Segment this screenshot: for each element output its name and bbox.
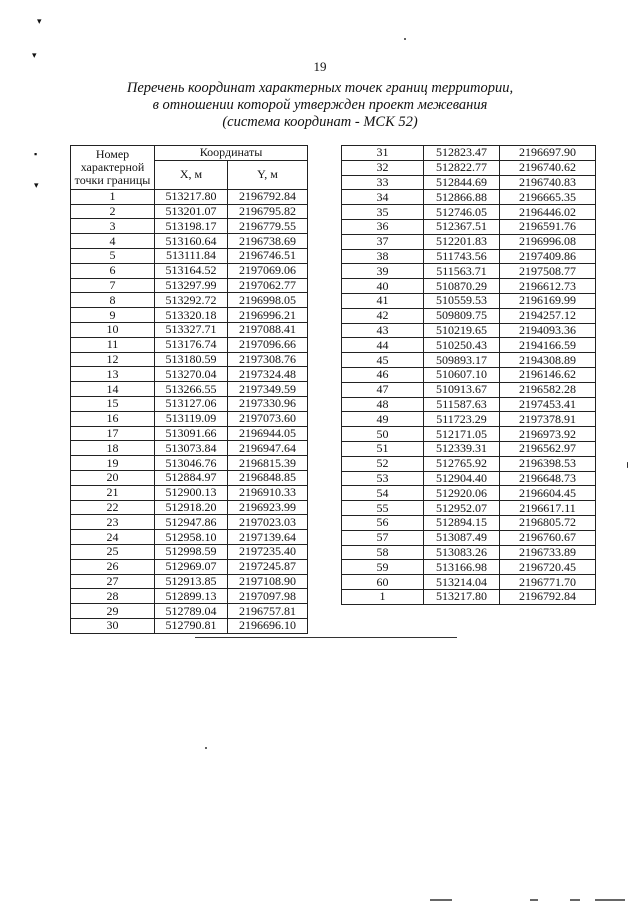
point-number-cell: 5: [71, 248, 155, 263]
left-table-body: [71, 189, 308, 633]
x-coordinate-cell: 512998.59: [155, 544, 228, 559]
x-coordinate-cell: 513160.64: [155, 234, 228, 249]
x-coordinate-cell: 509809.75: [424, 308, 500, 323]
y-coordinate-cell: 2196792.84: [500, 589, 596, 604]
table-row: [71, 530, 308, 545]
point-number-cell: 19: [71, 456, 155, 471]
y-coordinate-cell: 2196169.99: [500, 293, 596, 308]
point-number-cell: 3: [71, 219, 155, 234]
point-number-cell: 14: [71, 382, 155, 397]
y-coordinate-cell: 2197378.91: [500, 412, 596, 427]
y-coordinate-cell: 2194093.36: [500, 323, 596, 338]
x-coordinate-cell: 510219.65: [424, 323, 500, 338]
table-row: [71, 618, 308, 633]
x-coordinate-cell: 513164.52: [155, 263, 228, 278]
y-coordinate-cell: 2196398.53: [500, 456, 596, 471]
y-coordinate-cell: 2196720.45: [500, 560, 596, 575]
x-coordinate-cell: 513127.06: [155, 396, 228, 411]
x-coordinate-cell: 512339.31: [424, 441, 500, 456]
point-number-cell: 22: [71, 500, 155, 515]
x-coordinate-cell: 512884.97: [155, 470, 228, 485]
table-row: [71, 470, 308, 485]
table-row: [342, 382, 596, 397]
y-coordinate-cell: 2197330.96: [228, 396, 308, 411]
y-coordinate-cell: 2197097.98: [228, 589, 308, 604]
y-coordinate-cell: 2196733.89: [500, 545, 596, 560]
x-coordinate-cell: 513073.84: [155, 441, 228, 456]
x-coordinate-cell: 513320.18: [155, 308, 228, 323]
x-coordinate-cell: 512789.04: [155, 604, 228, 619]
table-row: [342, 308, 596, 323]
table-row: [71, 204, 308, 219]
table-row: [342, 205, 596, 220]
y-coordinate-cell: 2194166.59: [500, 338, 596, 353]
x-coordinate-cell: 512969.07: [155, 559, 228, 574]
table-row: [342, 575, 596, 590]
table-row: [71, 411, 308, 426]
table-row: [342, 589, 596, 604]
y-coordinate-cell: 2196146.62: [500, 367, 596, 382]
y-coordinate-cell: 2197349.59: [228, 382, 308, 397]
y-coordinate-cell: 2197023.03: [228, 515, 308, 530]
point-number-cell: 45: [342, 353, 424, 368]
point-number-cell: 55: [342, 501, 424, 516]
x-coordinate-cell: 513180.59: [155, 352, 228, 367]
x-coordinate-cell: 512844.69: [424, 175, 500, 190]
table-row: [71, 234, 308, 249]
y-coordinate-cell: 2196617.11: [500, 501, 596, 516]
x-coordinate-cell: 512952.07: [424, 501, 500, 516]
table-row: [342, 146, 596, 161]
point-number-cell: 60: [342, 575, 424, 590]
margin-mark-3: ▪: [34, 149, 38, 159]
point-number-cell: 32: [342, 160, 424, 175]
table-row: [71, 293, 308, 308]
point-number-cell: 42: [342, 308, 424, 323]
point-number-cell: 51: [342, 441, 424, 456]
table-row: [71, 337, 308, 352]
y-coordinate-cell: 2196848.85: [228, 470, 308, 485]
x-coordinate-cell: 511587.63: [424, 397, 500, 412]
y-coordinate-cell: 2196738.69: [228, 234, 308, 249]
x-coordinate-cell: 512201.83: [424, 234, 500, 249]
margin-mark-1: ▾: [37, 16, 42, 26]
table-row: [342, 486, 596, 501]
point-number-cell: 13: [71, 367, 155, 382]
y-coordinate-cell: 2197308.76: [228, 352, 308, 367]
x-coordinate-cell: 512958.10: [155, 530, 228, 545]
table-row: [342, 515, 596, 530]
table-row: [71, 322, 308, 337]
table-row: [342, 338, 596, 353]
x-coordinate-cell: 513176.74: [155, 337, 228, 352]
x-coordinate-cell: 513201.07: [155, 204, 228, 219]
table-row: [342, 160, 596, 175]
point-number-cell: 47: [342, 382, 424, 397]
y-coordinate-cell: 2197108.90: [228, 574, 308, 589]
x-coordinate-cell: 513166.98: [424, 560, 500, 575]
y-coordinate-cell: 2196648.73: [500, 471, 596, 486]
table-row: [71, 382, 308, 397]
point-number-cell: 49: [342, 412, 424, 427]
point-number-cell: 26: [71, 559, 155, 574]
title-line-2: в отношении которой утвержден проект межевания: [152, 97, 488, 113]
point-number-cell: 6: [71, 263, 155, 278]
point-number-cell: 30: [71, 618, 155, 633]
y-coordinate-cell: 2196696.10: [228, 618, 308, 633]
y-coordinate-cell: 2196697.90: [500, 146, 596, 161]
y-coordinate-cell: 2196746.51: [228, 248, 308, 263]
document-title: [0, 80, 640, 131]
y-coordinate-cell: 2196795.82: [228, 204, 308, 219]
point-number-cell: 16: [71, 411, 155, 426]
x-coordinate-cell: 513119.09: [155, 411, 228, 426]
point-number-cell: 12: [71, 352, 155, 367]
coordinates-table-left: [70, 145, 308, 634]
point-number-cell: 54: [342, 486, 424, 501]
y-coordinate-cell: 2196910.33: [228, 485, 308, 500]
y-coordinate-cell: 2196604.45: [500, 486, 596, 501]
y-coordinate-cell: 2196996.08: [500, 234, 596, 249]
y-coordinate-cell: 2196815.39: [228, 456, 308, 471]
x-coordinate-cell: 510870.29: [424, 279, 500, 294]
y-coordinate-cell: 2197069.06: [228, 263, 308, 278]
end-rule: [195, 637, 457, 638]
point-number-cell: 40: [342, 279, 424, 294]
y-coordinate-cell: 2196771.70: [500, 575, 596, 590]
point-number-cell: 53: [342, 471, 424, 486]
point-number-cell: 46: [342, 367, 424, 382]
y-coordinate-cell: 2196740.83: [500, 175, 596, 190]
table-row: [71, 248, 308, 263]
table-row: [71, 589, 308, 604]
y-coordinate-cell: 2196944.05: [228, 426, 308, 441]
x-coordinate-cell: 513292.72: [155, 293, 228, 308]
x-coordinate-cell: 512746.05: [424, 205, 500, 220]
table-row: [71, 263, 308, 278]
table-row: [342, 560, 596, 575]
speck-2: [205, 747, 207, 749]
x-coordinate-cell: 510607.10: [424, 367, 500, 382]
speck-3: [627, 462, 628, 468]
x-coordinate-cell: 513046.76: [155, 456, 228, 471]
table-row: [71, 456, 308, 471]
point-number-cell: 2: [71, 204, 155, 219]
point-number-cell: 15: [71, 396, 155, 411]
table-row: [342, 353, 596, 368]
y-coordinate-cell: 2196805.72: [500, 515, 596, 530]
table-row: [342, 471, 596, 486]
table-row: [342, 367, 596, 382]
table-row: [342, 530, 596, 545]
y-coordinate-cell: 2197096.66: [228, 337, 308, 352]
y-coordinate-cell: 2197324.48: [228, 367, 308, 382]
x-coordinate-cell: 512947.86: [155, 515, 228, 530]
table-row: [71, 219, 308, 234]
point-number-cell: 1: [342, 589, 424, 604]
table-row: [71, 574, 308, 589]
y-coordinate-cell: 2196998.05: [228, 293, 308, 308]
x-coordinate-cell: 513266.55: [155, 382, 228, 397]
y-coordinate-cell: 2196792.84: [228, 189, 308, 204]
y-coordinate-cell: 2196591.76: [500, 219, 596, 234]
point-number-cell: 21: [71, 485, 155, 500]
point-number-cell: 39: [342, 264, 424, 279]
table-row: [71, 515, 308, 530]
x-coordinate-cell: 513198.17: [155, 219, 228, 234]
point-number-cell: 1: [71, 189, 155, 204]
title-line-1: Перечень координат характерных точек границ территории,: [126, 80, 514, 96]
y-coordinate-cell: 2196740.62: [500, 160, 596, 175]
point-number-cell: 28: [71, 589, 155, 604]
point-number-cell: 43: [342, 323, 424, 338]
point-number-cell: 35: [342, 205, 424, 220]
x-coordinate-cell: 512790.81: [155, 618, 228, 633]
y-coordinate-cell: 2196779.55: [228, 219, 308, 234]
point-number-header-line-3: точки границы: [74, 172, 151, 187]
x-coordinate-cell: 513087.49: [424, 530, 500, 545]
point-number-cell: 29: [71, 604, 155, 619]
point-number-cell: 27: [71, 574, 155, 589]
table-row: [342, 412, 596, 427]
y-coordinate-cell: 2196582.28: [500, 382, 596, 397]
x-coordinate-cell: 512900.13: [155, 485, 228, 500]
point-number-cell: 25: [71, 544, 155, 559]
table-row: [71, 308, 308, 323]
x-coordinate-cell: 512171.05: [424, 427, 500, 442]
table-row: [342, 234, 596, 249]
table-row: [342, 323, 596, 338]
point-number-cell: 23: [71, 515, 155, 530]
x-coordinate-cell: 513214.04: [424, 575, 500, 590]
x-coordinate-cell: 513270.04: [155, 367, 228, 382]
table-row: [342, 441, 596, 456]
x-coordinate-cell: 512367.51: [424, 219, 500, 234]
point-number-cell: 34: [342, 190, 424, 205]
coordinates-header: Координаты: [155, 146, 308, 161]
table-row: [342, 264, 596, 279]
point-number-cell: 59: [342, 560, 424, 575]
x-coordinate-cell: 511723.29: [424, 412, 500, 427]
y-coordinate-cell: 2196446.02: [500, 205, 596, 220]
y-coordinate-cell: 2197235.40: [228, 544, 308, 559]
table-row: [342, 501, 596, 516]
x-coordinate-cell: 512765.92: [424, 456, 500, 471]
x-header: X, м: [155, 160, 228, 189]
point-number-cell: 20: [71, 470, 155, 485]
point-number-header-line-2: характерной: [80, 159, 145, 174]
table-row: [342, 456, 596, 471]
x-coordinate-cell: 513111.84: [155, 248, 228, 263]
x-coordinate-cell: 512904.40: [424, 471, 500, 486]
y-coordinate-cell: 2197073.60: [228, 411, 308, 426]
x-coordinate-cell: 511743.56: [424, 249, 500, 264]
point-number-cell: 50: [342, 427, 424, 442]
point-number-cell: 10: [71, 322, 155, 337]
point-number-cell: 56: [342, 515, 424, 530]
x-coordinate-cell: 513297.99: [155, 278, 228, 293]
x-coordinate-cell: 510250.43: [424, 338, 500, 353]
point-number-cell: 38: [342, 249, 424, 264]
margin-mark-2: ▾: [32, 50, 37, 60]
point-number-cell: 9: [71, 308, 155, 323]
x-coordinate-cell: 513091.66: [155, 426, 228, 441]
table-row: [342, 397, 596, 412]
point-number-cell: 41: [342, 293, 424, 308]
x-coordinate-cell: 512823.47: [424, 146, 500, 161]
y-coordinate-cell: 2197508.77: [500, 264, 596, 279]
point-number-cell: 18: [71, 441, 155, 456]
page-number: 19: [313, 59, 327, 74]
y-coordinate-cell: 2194257.12: [500, 308, 596, 323]
x-coordinate-cell: 512894.15: [424, 515, 500, 530]
point-number-cell: 58: [342, 545, 424, 560]
x-coordinate-cell: 510913.67: [424, 382, 500, 397]
x-coordinate-cell: 512913.85: [155, 574, 228, 589]
point-number-cell: 4: [71, 234, 155, 249]
point-number-cell: 11: [71, 337, 155, 352]
title-line-3: (система координат - МСК 52): [222, 114, 418, 130]
table-row: [342, 249, 596, 264]
table-row: [342, 427, 596, 442]
margin-mark-4: ▾: [34, 180, 39, 190]
table-row: [71, 189, 308, 204]
point-number-cell: 37: [342, 234, 424, 249]
table-row: [71, 441, 308, 456]
point-number-cell: 7: [71, 278, 155, 293]
y-coordinate-cell: 2196562.97: [500, 441, 596, 456]
point-number-cell: 31: [342, 146, 424, 161]
x-coordinate-cell: 512866.88: [424, 190, 500, 205]
table-row: [71, 367, 308, 382]
x-coordinate-cell: 513083.26: [424, 545, 500, 560]
x-coordinate-cell: 512920.06: [424, 486, 500, 501]
table-header-row: [71, 146, 308, 161]
y-coordinate-cell: 2197062.77: [228, 278, 308, 293]
y-coordinate-cell: 2196973.92: [500, 427, 596, 442]
x-coordinate-cell: 512918.20: [155, 500, 228, 515]
table-row: [71, 500, 308, 515]
table-row: [342, 545, 596, 560]
y-coordinate-cell: 2196947.64: [228, 441, 308, 456]
table-row: [71, 559, 308, 574]
y-header: Y, м: [228, 160, 308, 189]
y-coordinate-cell: 2196923.99: [228, 500, 308, 515]
y-coordinate-cell: 2194308.89: [500, 353, 596, 368]
speck-1: [404, 38, 406, 40]
point-number-cell: 24: [71, 530, 155, 545]
y-coordinate-cell: 2196996.21: [228, 308, 308, 323]
y-coordinate-cell: 2197088.41: [228, 322, 308, 337]
point-number-cell: 8: [71, 293, 155, 308]
point-number-cell: 57: [342, 530, 424, 545]
coordinates-table-right: [341, 145, 596, 605]
x-coordinate-cell: 512822.77: [424, 160, 500, 175]
point-number-header-line-1: Номер: [95, 146, 130, 161]
x-coordinate-cell: 512899.13: [155, 589, 228, 604]
y-coordinate-cell: 2196665.35: [500, 190, 596, 205]
point-number-cell: 33: [342, 175, 424, 190]
table-row: [342, 190, 596, 205]
x-coordinate-cell: 513217.80: [155, 189, 228, 204]
point-number-cell: 52: [342, 456, 424, 471]
table-row: [71, 485, 308, 500]
table-row: [342, 279, 596, 294]
table-row: [71, 396, 308, 411]
y-coordinate-cell: 2196760.67: [500, 530, 596, 545]
x-coordinate-cell: 509893.17: [424, 353, 500, 368]
y-coordinate-cell: 2197453.41: [500, 397, 596, 412]
y-coordinate-cell: 2197245.87: [228, 559, 308, 574]
table-row: [71, 544, 308, 559]
bottom-edge-marks: [430, 899, 630, 902]
y-coordinate-cell: 2196757.81: [228, 604, 308, 619]
y-coordinate-cell: 2197409.86: [500, 249, 596, 264]
table-row: [342, 175, 596, 190]
point-number-cell: 36: [342, 219, 424, 234]
y-coordinate-cell: 2196612.73: [500, 279, 596, 294]
point-number-cell: 17: [71, 426, 155, 441]
point-number-cell: 48: [342, 397, 424, 412]
x-coordinate-cell: 511563.71: [424, 264, 500, 279]
y-coordinate-cell: 2197139.64: [228, 530, 308, 545]
x-coordinate-cell: 510559.53: [424, 293, 500, 308]
table-row: [71, 604, 308, 619]
right-table-body: [342, 146, 596, 605]
x-coordinate-cell: 513327.71: [155, 322, 228, 337]
table-row: [71, 426, 308, 441]
table-row: [342, 219, 596, 234]
x-coordinate-cell: 513217.80: [424, 589, 500, 604]
table-row: [342, 293, 596, 308]
table-row: [71, 352, 308, 367]
point-number-cell: 44: [342, 338, 424, 353]
point-number-header: [71, 146, 155, 190]
table-row: [71, 278, 308, 293]
